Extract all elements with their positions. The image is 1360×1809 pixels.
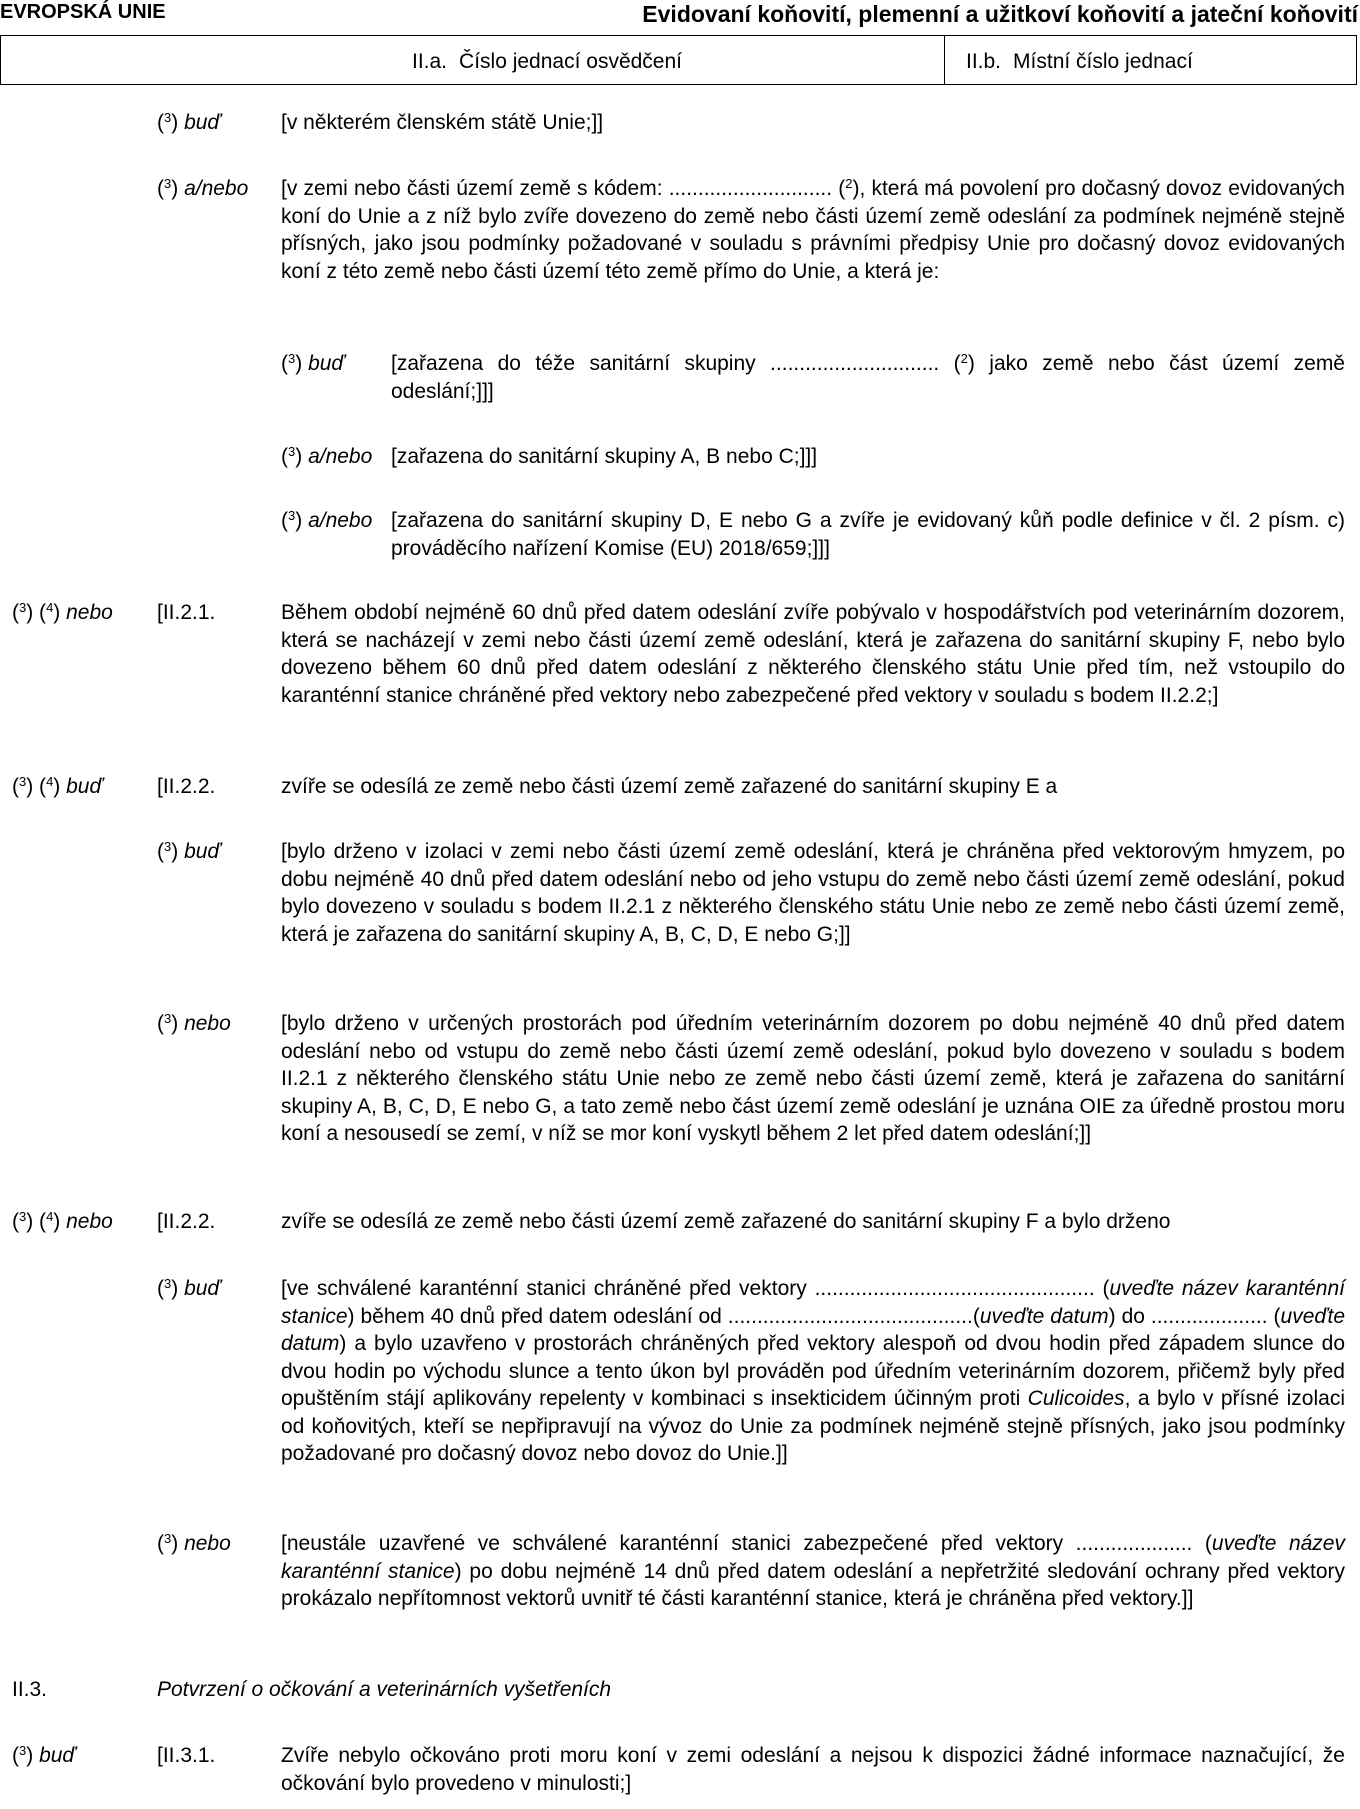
clause-reference: [II.2.2. — [157, 775, 216, 798]
region-label: EVROPSKÁ UNIE — [0, 1, 166, 23]
certificate-reference-cell — [412, 48, 682, 76]
clause-text: Zvíře nebylo očkováno proti moru koní v zemi odeslání a nejsou k dispozici žádné informace naznačující, že očkování bylo provedeno v minulosti;] — [281, 1744, 1345, 1795]
box-divider — [944, 36, 945, 84]
clause-text: zvíře se odesílá ze země nebo části území země zařazené do sanitární skupiny F a bylo drženo — [281, 1210, 1171, 1233]
clause-text: [bylo drženo v určených prostorách pod úředním veterinárním dozorem po dobu nejméně 40 dnů před datem odeslání nebo od vstupu do země nebo části území země odeslání, pokud bylo dovezeno v souladu s bodem II.2.1 z některého členského státu Unie nebo ze země nebo části území země, která je zařazena do sanitární skupiny A, B, C, D, E nebo G, a tato země nebo část území země odeslání je uznána OIE za úředně prostou moru koní a nesousedí se zemí, v níž se mor koní vyskytl během 2 let před datem odeslání;]] — [281, 1012, 1345, 1145]
cell-a-number: II.a. — [412, 50, 448, 73]
option-marker: ($^3$) buď — [12, 1743, 76, 1767]
reference-box — [0, 35, 1357, 85]
clause-text: Během období nejméně 60 dnů před datem odeslání zvíře pobývalo v hospodářstvích pod veterinárním dozorem, která se nacházejí v zemi nebo části území země odeslání, která je zařazena do sanitární skupiny F, nebo bylo dovezeno během 60 dnů před datem odeslání z některého členského státu Unie před tím, než vstoupilo do karanténní stanice chráněné před vektory nebo zabezpečené před vektory v souladu s bodem II.2.2;] — [281, 601, 1345, 707]
local-reference-cell — [966, 48, 1193, 76]
clause-reference: [II.2.1. — [157, 601, 216, 624]
cell-a-label: Číslo jednací osvědčení — [459, 50, 682, 73]
clause-reference: [II.2.2. — [157, 1210, 216, 1233]
option-marker: ($^3$) buď — [157, 839, 221, 863]
option-marker: ($^3$) nebo — [157, 1011, 231, 1035]
clause-text: [ve schválené karanténní stanici chráněné před vektory ................................................ (uveďte název karanténní stanice) během 40 dnů před datem odeslání od ..........................................(uveďte datum) do .................... (uveďte datum) a bylo uzavřeno v prostorách chráněných před vektory alespoň od dvou hodin před západem slunce do dvou hodin po východu slunce a tento úkon byl prováděn pod úředním veterinárním dozorem, přičemž byly před opuštěním stájí aplikovány repelenty v kombinaci s insekticidem účinným proti Culicoides, a bylo v přísné izolaci od koňovitých, kteří se nepřipravují na vývoz do Unie za podmínek nejméně stejně přísných, jako jsou podmínky požadované pro dočasný dovoz nebo dovoz do Unie.]] — [281, 1277, 1346, 1465]
section-number: II.3. — [12, 1678, 48, 1701]
clause-text: [zařazena do sanitární skupiny A, B nebo C;]]] — [391, 445, 818, 468]
section-heading: Potvrzení o očkování a veterinárních vyšetřeních — [157, 1678, 612, 1701]
clause-text: zvíře se odesílá ze země nebo části území země zařazené do sanitární skupiny E a — [281, 775, 1058, 798]
cell-b-label: Místní číslo jednací — [1013, 50, 1193, 73]
option-marker: ($^3$) ($^4$) nebo — [12, 600, 113, 624]
option-marker: ($^3$) buď — [157, 110, 221, 134]
clause-text: [zařazena do téže sanitární skupiny ............................. ($^2$) jako země nebo část území země odeslání;]]] — [391, 351, 1345, 403]
cell-b-number: II.b. — [966, 50, 1002, 73]
option-marker: ($^3$) nebo — [157, 1531, 231, 1555]
option-marker: ($^3$) ($^4$) nebo — [12, 1209, 113, 1233]
option-marker: ($^3$) a/nebo — [281, 444, 373, 468]
clause-text: [bylo drženo v izolaci v zemi nebo části území země odeslání, která je chráněna před vektorovým hmyzem, po dobu nejméně 40 dnů před datem odeslání nebo od jeho vstupu do země nebo části území země odeslání, pokud bylo dovezeno v souladu s bodem II.2.1 z některého členského státu Unie nebo ze země nebo části území země, která je zařazena do sanitární skupiny A, B, C, D, E nebo G;]] — [281, 840, 1345, 946]
option-marker: ($^3$) buď — [157, 1276, 221, 1300]
option-marker: ($^3$) ($^4$) buď — [12, 774, 103, 798]
clause-text: [v některém členském státě Unie;]] — [281, 111, 604, 134]
clause-reference: [II.3.1. — [157, 1744, 216, 1767]
option-marker: ($^3$) a/nebo — [157, 176, 249, 200]
clause-text: [zařazena do sanitární skupiny D, E nebo G a zvíře je evidovaný kůň podle definice v čl. 2 písm. c) prováděcího nařízení Komise (EU) 2018/659;]]] — [391, 509, 1345, 560]
option-marker: ($^3$) a/nebo — [281, 508, 373, 532]
clause-text: [neustále uzavřené ve schválené karanténní stanici zabezpečené před vektory .................... (uveďte název karanténní stanice) po dobu nejméně 14 dnů před datem odeslání a nepřetržité sledování ochrany před vektory prokázalo nepřítomnost vektorů uvnitř té části karanténní stanice, která je chráněna před vektory.]] — [281, 1532, 1345, 1610]
certificate-title: Evidovaní koňovití, plemenní a užitkoví koňovití a jateční koňovití — [642, 1, 1358, 27]
clause-text: [v zemi nebo části území země s kódem: ............................ ($^2$), která má povolení pro dočasný dovoz evidovaných koní do Unie a z níž bylo zvíře dovezeno do země nebo části území země odeslání za podmínek nejméně stejně přísných, jako jsou podmínky požadované v souladu s právními předpisy Unie pro dočasný dovoz evidovaných koní z této země nebo části území této země přímo do Unie, a která je: — [281, 176, 1345, 283]
option-marker: ($^3$) buď — [281, 351, 345, 375]
